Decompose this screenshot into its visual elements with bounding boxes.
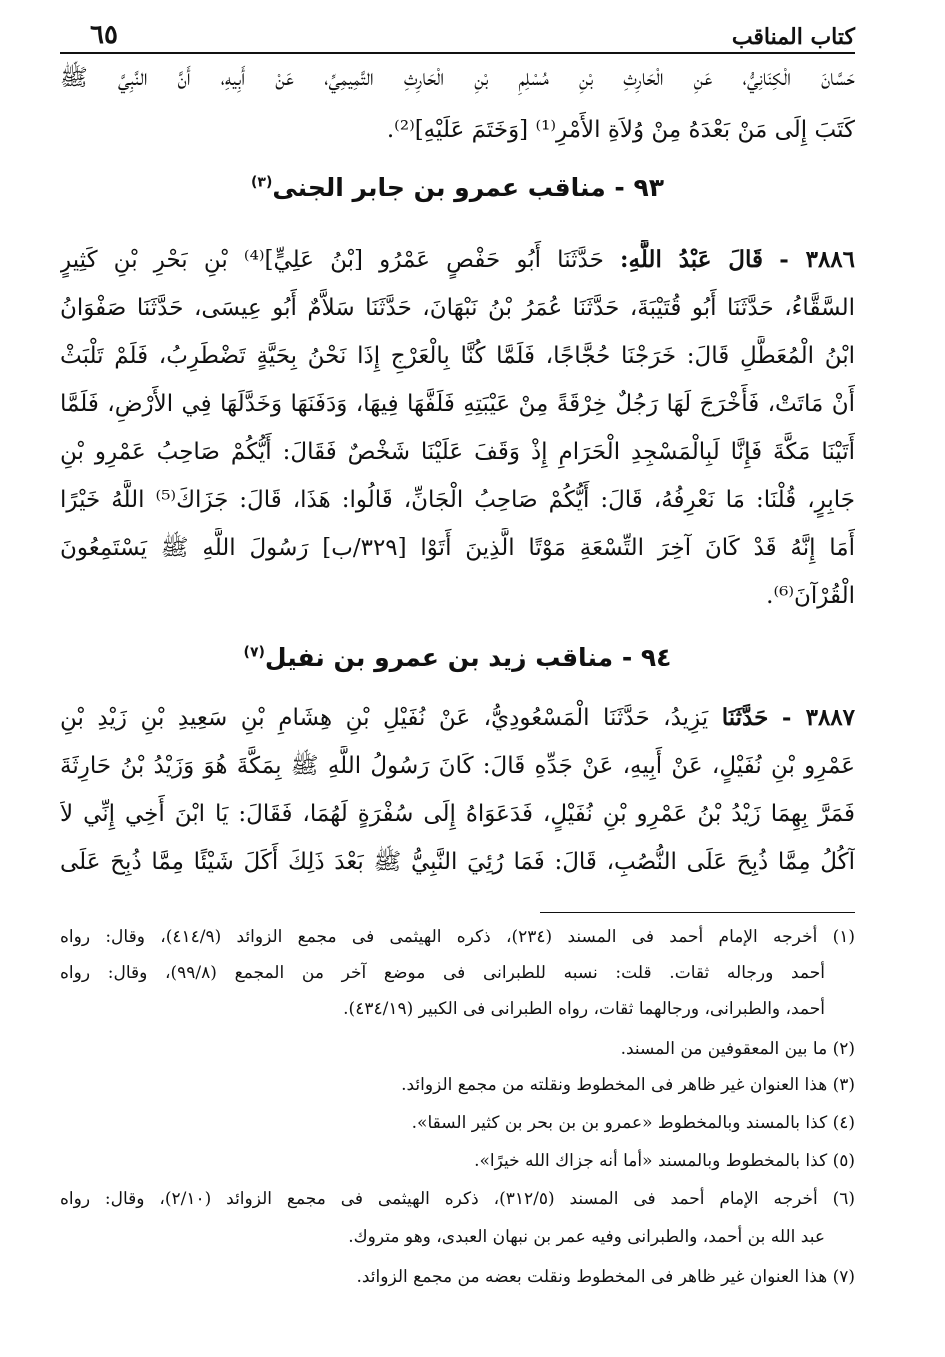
hadith-3887-line-4: آكُلُ مِمَّا ذُبِحَ عَلَى النُّصُبِ، قَالَ: فَمَا رُئِيَ النَّبِيُّ ﷺ بَعْدَ ذَلِكَ أَكَلَ شَيْئًا مِمَّا ذُبِحَ عَلَى (60, 849, 855, 875)
footnote-6-line-2: عبد الله بن أحمد، والطبرانى وفيه عمر بن نبهان العبدى، وهو متروك. (348, 1227, 825, 1247)
running-title: كتاب المناقب (731, 24, 855, 50)
footnote-1-line-1: (١) أخرجه الإمام أحمد فى المسند (٢٣٤)، ذكره الهيثمى فى مجمع الزوائد (٤١٤/٩)، وقال: رواه (60, 927, 855, 947)
book-page (60, 0, 855, 1357)
hadith-3886-line-8: الْقُرْآنَ⁽⁶⁾. (766, 583, 855, 609)
hadith-3886-text-1: حَدَّثَنَا أَبُو حَفْصٍ عَمْرُو [بْنُ عَلِيٍّ]⁽⁴⁾ بْنِ بَحْرِ بْنِ كَثِيرٍ (60, 247, 604, 273)
footnote-4: (٤) كذا بالمسند وبالمخطوط «عمرو بن بن بحر بن كثير السقا». (411, 1113, 855, 1133)
hadith-number-3886: ٣٨٨٦ - (779, 246, 855, 273)
hadith-3886-line-6: جَابِرٍ، قُلْنَا: مَا نَعْرِفُهُ، قَالَ: أَيُّكُمْ صَاحِبُ الْجَانِّ، قَالُوا: هَذَا، قَالَ: جَزَاكَ⁽⁵⁾ اللَّهُ خَيْرًا (60, 487, 855, 513)
footnote-3: (٣) هذا العنوان غير ظاهر فى المخطوط ونقلته من مجمع الزوائد. (401, 1075, 855, 1095)
footnote-5: (٥) كذا بالمخطوط وبالمسند «أما أنه جزاك الله خيرًا». (474, 1151, 855, 1171)
hadith-3886-line-1 (60, 240, 855, 280)
hadith-3886-speaker: قَالَ عَبْدُ اللَّهِ: (620, 246, 764, 273)
intro-line-2: كَتَبَ إِلَى مَنْ بَعْدَهُ مِنْ وُلاَةِ الأَمْرِ⁽¹⁾ [وَخَتَمَ عَلَيْهِ]⁽²⁾. (386, 117, 855, 143)
section-94-title-text: ٩٤ - مناقب زيد بن عمرو بن نفيل (264, 643, 672, 672)
hadith-3886-line-3: ابْنُ الْمُعَطَّلِ قَالَ: خَرَجْنَا حُجَّاجًا، فَلَمَّا كُنَّا بِالْعَرْجِ إِذَا نَحْنُ بِحَيَّةٍ تَضْطَرِبُ، فَلَمْ تَلْبَثْ (60, 343, 855, 369)
footnote-6-line-1: (٦) أخرجه الإمام أحمد فى المسند (٣١٢/٥)، ذكره الهيثمى فى مجمع الزوائد (٢/١٠)، وقال: رواه (60, 1189, 855, 1209)
hadith-3886-line-5: أَتَيْنَا مَكَّةَ فَإِنَّا لَبِالْمَسْجِدِ الْحَرَامِ إِذْ وَقَفَ عَلَيْنَا شَخْصٌ فَقَالَ: أَيُّكُمْ صَاحِبُ عَمْرِو بْنِ (60, 439, 855, 465)
hadith-3886-line-4: أَنْ مَاتَتْ، فَأَخْرَجَ لَهَا رَجُلٌ خِرْقَةً مِنْ عَيْبَتِهِ فَلَفَّهَا فِيهَا، وَدَفَنَهَا وَخَدَّلَهَا فِي الأَرْضِ، فَلَمَّا (60, 391, 855, 417)
intro-line-1: حَسَّانَ الْكِنَانِيُّ، عَنِ الْحَارِثِ بْنِ مُسْلِمِ بْنِ الْحَارِثِ التَّمِيمِيِّ، عَنْ أَبِيهِ، أَنَّ النَّبِيَّ ﷺ (60, 65, 855, 91)
section-93-title-text: ٩٣ - مناقب عمرو بن جابر الجنى (272, 173, 665, 202)
hadith-3887-line-1 (60, 698, 855, 738)
section-94-note: (٧) (243, 644, 265, 661)
hadith-3887-line-2: عَمْرِو بْنِ نُفَيْلٍ، عَنْ أَبِيهِ، عَنْ جَدِّهِ قَالَ: كَانَ رَسُولُ اللَّهِ ﷺ بِمَكَّةَ هُوَ وَزَيْدُ بْنُ حَارِثَةَ (60, 753, 855, 779)
hadith-3886-line-7: أَمَا إِنَّهُ قَدْ كَانَ آخِرَ التِّسْعَةِ مَوْتًا الَّذِينَ أَتَوْا [٣٢٩/ب] رَسُولَ اللَّهِ ﷺ يَسْتَمِعُونَ (60, 535, 855, 561)
section-93-title (60, 168, 855, 208)
hadith-3887-speaker: حَدَّثَنَا (721, 704, 769, 731)
footnote-1-line-3: أحمد، والطبرانى، ورجالهما ثقات، رواه الطبرانى فى الكبير (٤٣٤/١٩). (343, 999, 825, 1019)
footnote-2: (٢) ما بين المعقوفين من المسند. (620, 1039, 855, 1059)
footnote-7: (٧) هذا العنوان غير ظاهر فى المخطوط ونقلت بعضه من مجمع الزوائد. (356, 1267, 855, 1287)
section-94-title (60, 638, 855, 678)
hadith-3887-line-3: فَمَرَّ بِهِمَا زَيْدُ بْنُ عَمْرِو بْنِ نُفَيْلٍ، فَدَعَوَاهُ إِلَى سُفْرَةٍ لَهُمَا، فَقَالَ: يَا ابْنَ أَخِي إِنِّي لاَ (60, 801, 855, 827)
hadith-3887-text-1: يَزِيدُ، حَدَّثَنَا الْمَسْعُودِيُّ، عَنْ نُفَيْلِ بْنِ هِشَامِ بْنِ سَعِيدِ بْنِ زَيْدِ بْنِ (60, 705, 709, 731)
section-93-note: (٣) (250, 174, 273, 191)
header-rule (60, 52, 855, 54)
footnote-1-line-2: أحمد ورجاله ثقات. قلت: نسبه للطبرانى فى موضع آخر من المجمع (٩٩/٨)، وقال: رواه (60, 963, 825, 983)
page-header (60, 10, 855, 50)
footnote-rule (540, 912, 855, 913)
page-number: ٦٥ (90, 20, 118, 50)
hadith-3886-line-2: السَّقَّاءُ، حَدَّثَنَا أَبُو قُتَيْبَةَ، حَدَّثَنَا عُمَرُ بْنُ نَبْهَانَ، حَدَّثَنَا سَلاَّمٌ أَبُو عِيسَى، حَدَّثَنَا صَفْوَانُ (60, 295, 855, 321)
hadith-number-3887: ٣٨٨٧ - (781, 704, 855, 731)
